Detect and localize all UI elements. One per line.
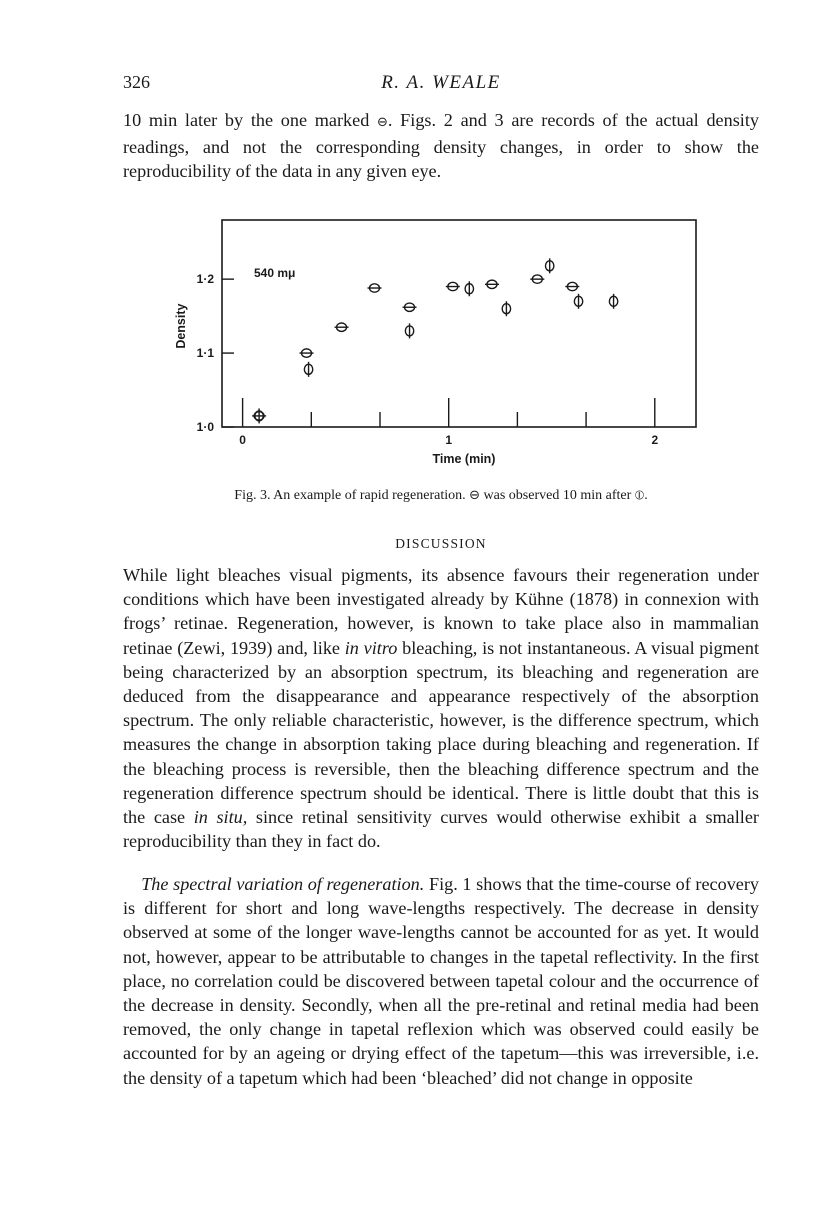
theta-marker bbox=[368, 284, 382, 292]
theta-marker bbox=[485, 280, 499, 288]
figure-caption bbox=[123, 488, 759, 504]
y-axis-label: Density bbox=[174, 303, 188, 349]
disc2-body: Fig. 1 shows that the time-course of recovery is different for short and long wave-lengths respectively. The decrease in density observed at some of the longer wave-lengths cannot be accounted for as yet. It would not, however, appear to be attributable to changes in the tapetal reflectivity. In the first place, no correlation could be discovered between tapetal colour and the occurrence of the decrease in density. Secondly, when all the pre-retinal and retinal media had been removed, the only change in tapetal reflexion which was observed could easily be accounted for by an ageing or drying effect of the tapetum—this was irreversible, i.e. the density of a tapetum which had been ‘bleached’ did not change in opposite bbox=[123, 874, 760, 1088]
disc2-title: The spectral variation of regeneration. bbox=[141, 874, 425, 894]
plot-frame bbox=[222, 220, 696, 427]
theta-marker bbox=[530, 275, 544, 283]
disc1-em-2: in situ, bbox=[193, 807, 248, 828]
discussion-paragraph-2 bbox=[123, 872, 759, 1090]
phi-marker bbox=[502, 301, 510, 316]
disc1-text-2: bleaching, is not instantaneous. A visual pigment being characterized by an absorption spectrum, its bleaching and regeneration are deduced from the disappearance and appearance respectively of the absorption spectrum. The only reliable characteristic, however, is the difference spectrum, which measures the change in absorption taking place during bleaching and regeneration. If the bleaching process is reversible, then the bleaching difference spectrum and the regeneration difference spectrum should be identical. There is little doubt that this is the case bbox=[123, 637, 759, 828]
x-tick-label: 1 bbox=[445, 433, 453, 447]
caption-text-2: was observed 10 min after bbox=[480, 488, 635, 503]
intro-text-2: . Figs. 2 and 3 are records of the actual density readings, and not the corresponding density changes, in order to show the reproducibility of the data in any given eye. bbox=[123, 110, 759, 182]
disc1-em-1: in vitro bbox=[344, 637, 398, 658]
theta-marker bbox=[403, 303, 417, 311]
x-axis-label: Time (min) bbox=[432, 452, 496, 466]
phi-marker bbox=[545, 258, 553, 273]
page-header bbox=[123, 72, 759, 102]
theta-marker bbox=[335, 323, 349, 331]
caption-text-3: . bbox=[644, 488, 648, 503]
disc1-text-1: While light bleaches visual pigments, its absence favours their regeneration under conditions which have been investigated already by Kühne (1878) in connexion with frogs’ retinae. Regeneration, however, is known to take place also in mammalian retinae (Zewi, 1939) and, like bbox=[123, 565, 759, 658]
phi-marker bbox=[304, 362, 312, 377]
caption-phi-symbol: ⦶ bbox=[634, 488, 645, 503]
figure-3 bbox=[165, 205, 725, 480]
phi-marker bbox=[465, 281, 473, 296]
theta-marker bbox=[446, 282, 460, 290]
density-chart bbox=[165, 205, 725, 480]
caption-text-1: Fig. 3. An example of rapid regeneration. bbox=[234, 488, 470, 503]
intro-text-1: 10 min later by the one marked bbox=[123, 110, 377, 130]
theta-marker bbox=[565, 282, 579, 290]
x-tick-label: 0 bbox=[239, 433, 246, 447]
y-tick-label: 1·0 bbox=[196, 420, 214, 434]
phi-marker bbox=[574, 294, 582, 309]
running-head: R. A. WEALE bbox=[381, 72, 501, 93]
disc1-text-3: since retinal sensitivity curves would otherwise exhibit a smaller reproducibility than they in fact do. bbox=[123, 807, 759, 852]
intro-paragraph bbox=[123, 108, 759, 184]
y-tick-label: 1·2 bbox=[196, 272, 214, 287]
theta-symbol: ⊖ bbox=[377, 115, 388, 130]
discussion-paragraph-1 bbox=[123, 563, 759, 853]
caption-theta-symbol: ⊖ bbox=[469, 488, 481, 503]
y-tick-label: 1·1 bbox=[196, 346, 214, 361]
phi-marker bbox=[609, 294, 617, 309]
wavelength-annotation: 540 mμ bbox=[254, 266, 296, 281]
x-tick-label: 2 bbox=[651, 433, 659, 447]
theta-marker bbox=[299, 349, 313, 357]
section-heading: DISCUSSION bbox=[395, 536, 487, 551]
page-number: 326 bbox=[123, 72, 150, 92]
phi-marker bbox=[405, 323, 413, 338]
